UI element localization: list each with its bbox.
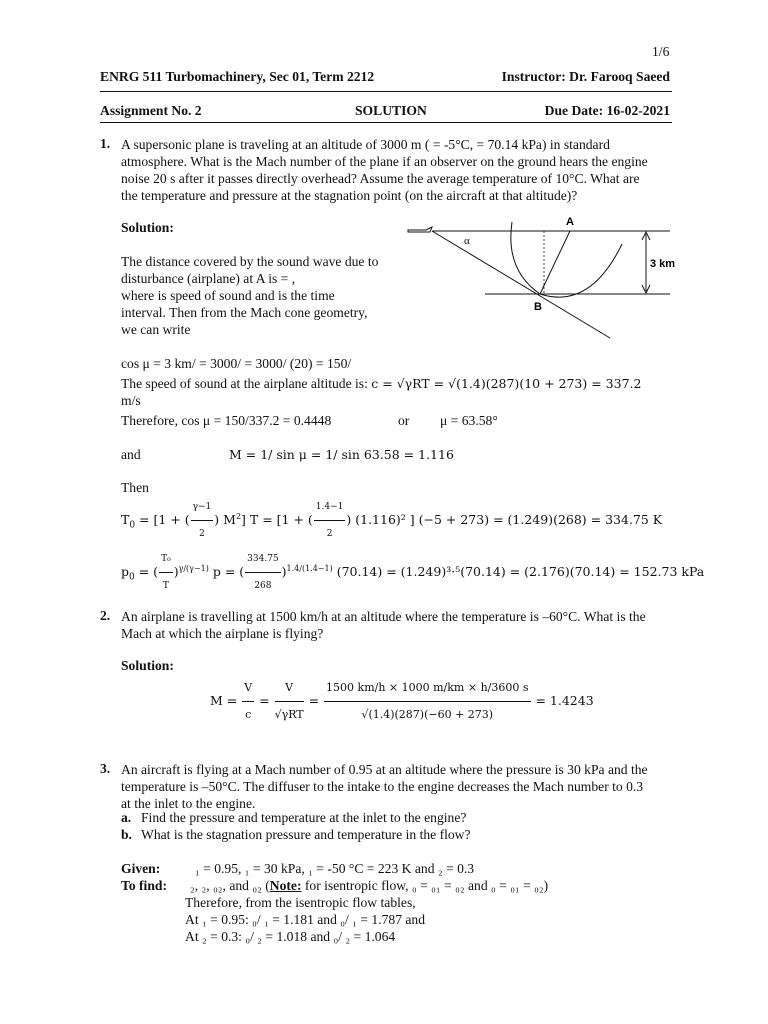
q1-therefore: Therefore, cos μ = 150/337.2 = 0.4448 [121, 413, 332, 428]
due-date: Due Date: 16-02-2021 [544, 103, 670, 118]
q1-speed-unit: m/s [121, 393, 141, 408]
page-number: 1/6 [652, 44, 670, 59]
diagram-label-height: 3 km [650, 258, 676, 270]
airplane-icon [408, 227, 432, 232]
question-1-number: 1. [100, 136, 111, 151]
q3-given-text: ₁ = 0.95, ₁ = 30 kPa, ₁ = -50 °C = 223 K and ₂ = 0.3 [195, 861, 475, 876]
q1-or: or [398, 413, 410, 428]
q3-at1: At ₁ = 0.95: ₀/ ₁ = 1.181 and ₀/ ₁ = 1.787 and [185, 912, 426, 927]
q3-b-text: What is the stagnation pressure and temperature in the flow? [141, 827, 471, 842]
solution-heading: SOLUTION [355, 103, 427, 118]
diagram-label-alpha: α [464, 235, 470, 247]
q2-solution-label: Solution: [121, 658, 174, 673]
question-3-number: 3. [100, 761, 111, 776]
q1-cos-line: cos μ = 3 km/ = 3000/ = 3000/ (20) = 150/ [121, 356, 352, 371]
q1-p0-equation: $p_0$ = ( $\frac{\text{T₀}}{T}$ )$^{\gamma/(\gamma-1)}$ p = ( $\frac{334.75}{268}$ )$^{1.4/(1.4-1)}$ (70.14) = (1.249)³·⁵(70.14) = (2.176)(70.14) = 152.73 kPa [121, 546, 704, 599]
q1-speed-line: The speed of sound at the airplane altitude is: c = √γRT = √(1.4)(287)(10 + 273) = 337.2 [121, 376, 642, 391]
question-2-number: 2. [100, 608, 111, 623]
q1-mach-eq: M = 1/ sin μ = 1/ sin 63.58 = 1.116 [229, 447, 454, 462]
q3-a-label: a. [121, 810, 132, 825]
q3-tofind-label: To find: [121, 878, 167, 893]
q1-and: and [121, 447, 141, 462]
q3-tofind-text: ₂, ₂, ₀₂, and ₀₂ (Note: for isentropic flow, ₀ = ₀₁ = ₀₂ and ₀ = ₀₁ = ₀₂) [190, 878, 549, 893]
q3-at2: At ₂ = 0.3: ₀/ ₂ = 1.018 and ₀/ ₂ = 1.064 [185, 929, 396, 944]
q3-given-label: Given: [121, 861, 161, 876]
q3-therefore: Therefore, from the isentropic flow tables, [185, 895, 416, 910]
instructor: Instructor: Dr. Farooq Saeed [501, 69, 670, 84]
question-2-text: An airplane is travelling at 1500 km/h at an altitude where the temperature is –60°C. What is the Mach at which the airplane is flying? [121, 609, 646, 641]
course-title: ENRG 511 Turbomachinery, Sec 01, Term 2212 [100, 69, 375, 84]
header-divider-2 [100, 122, 672, 123]
diagram-label-a: A [566, 216, 574, 228]
header-divider [100, 91, 672, 92]
assignment-number: Assignment No. 2 [100, 103, 202, 118]
q1-then: Then [121, 480, 149, 495]
mach-cone-diagram [400, 210, 680, 340]
q1-mu: μ = 63.58° [440, 413, 498, 428]
question-3-text: An aircraft is flying at a Mach number of 0.95 at an altitude where the pressure is 30 kPa and the temperature is –50°C. The diffuser to the intake to the engine decreases the Mach number to 0.3 at the inlet to the engine. [121, 762, 648, 811]
question-1-text: A supersonic plane is traveling at an altitude of 3000 m ( = -5°C, = 70.14 kPa) in standard atmosphere. What is the Mach number of the plane if an observer on the ground hears the engine noise 20 s after it passes directly overhead? Assume the average temperature of 10°C. What are the temperature and pressure at the stagnation point (on the aircraft at that altitude)? [121, 137, 648, 203]
q1-body: The distance covered by the sound wave due to disturbance (airplane) at A is = , where is speed of sound and is the time interval. Then from the Mach cone geometry, we can write [121, 254, 379, 337]
q1-solution-label: Solution: [121, 220, 174, 235]
q3-a-text: Find the pressure and temperature at the inlet to the engine? [141, 810, 467, 825]
q3-b-label: b. [121, 827, 132, 842]
q2-mach-equation: M = $\frac{V}{c}$ = $\frac{V}{\text{√γRT}}$ = $\frac{1500 km/h \times 1000 m/km \times h/3600 s}{√(1.4)(287)(-60 + 273)}$ = 1.4243 [210, 675, 594, 728]
q1-t0-equation: $T_0 = [1$ + ( $\frac{\gamma-1}{2}$ ) $M^2$] T = [1 + ( $\frac{1.4-1}{2}$ ) (1.116)² ] (−5 + 273) = (1.249)(268) = 334.75 K [121, 494, 662, 547]
diagram-label-b: B [534, 301, 542, 313]
